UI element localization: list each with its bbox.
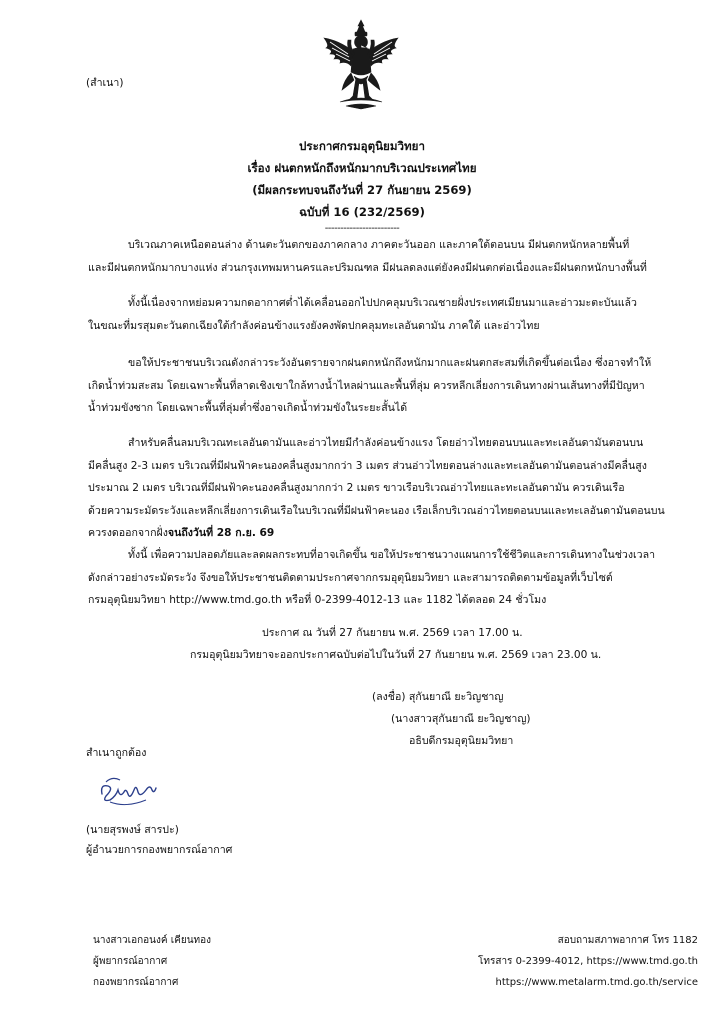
certifying-officer-name: (นายสุรพงษ์ สารปะ): [86, 824, 179, 836]
paragraph-line: ดังกล่าวอย่างระมัดระวัง จึงขอให้ประชาชนติดตามประกาศจากกรมอุตุนิยมวิทยา และสามารถติดตามข้อมูลที่เว็บไซต์: [88, 571, 613, 584]
contact-hotline: สอบถามสภาพอากาศ โทร 1182: [557, 935, 698, 946]
contact-fax-website[interactable]: โทรสาร 0-2399-4012, https://www.tmd.go.th: [478, 956, 698, 967]
footer-contact: [478, 930, 698, 993]
announcement-title: ประกาศกรมอุตุนิยมวิทยา: [299, 139, 425, 153]
footer-forecaster: [93, 930, 211, 993]
signatory-position: อธิบดีกรมอุตุนิยมวิทยา: [409, 735, 514, 747]
announcement-date: ประกาศ ณ วันที่ 27 กันยายน พ.ศ. 2569 เวลา 17.00 น.: [262, 627, 523, 639]
forecaster-title: ผู้พยากรณ์อากาศ: [93, 956, 168, 967]
signatory-name: (นางสาวสุกันยาณี ยะวิญชาญ): [391, 713, 531, 725]
handwritten-signature: [96, 770, 160, 810]
forecaster-division: กองพยากรณ์อากาศ: [93, 977, 179, 988]
paragraph-line: ด้วยความระมัดระวังและหลีกเลี่ยงการเดินเรือในบริเวณที่มีฝนฟ้าคะนอง เรือเล็กบริเวณอ่าวไทยตอนบนและทะเลอันดามันตอนบน: [88, 504, 665, 517]
effective-until-date: จนถึงวันที่ 28 ก.ย. 69: [167, 527, 275, 539]
paragraph-line-text: ควรงดออกจากฝั่ง: [88, 527, 168, 539]
paragraph-line: ทั้งนี้ เพื่อความปลอดภัยและลดผลกระทบที่อาจเกิดขึ้น ขอให้ประชาชนวางแผนการใช้ชีวิตและการเดินทางในช่วงเวลา: [128, 549, 656, 561]
paragraph-line: มีคลื่นสูง 2-3 เมตร บริเวณที่มีฝนฟ้าคะนองคลื่นสูงมากกว่า 3 เมตร ส่วนอ่าวไทยตอนล่างและทะเลอันดามันตอนล่างมีคลื่นสูง: [88, 459, 647, 472]
paragraph-1: [88, 234, 678, 279]
signatory-signed: (ลงชื่อ) สุกันยาณี ยะวิญชาญ: [372, 691, 504, 703]
forecaster-name: นางสาวเอกอนงค์ เคียนทอง: [93, 935, 212, 946]
paragraph-3: [88, 352, 678, 420]
garuda-emblem-icon: [320, 18, 402, 110]
paragraph-line: สำหรับคลื่นลมบริเวณทะเลอันดามันและอ่าวไทยมีกำลังค่อนข้างแรง โดยอ่าวไทยตอนบนและทะเลอันดามันตอนบน: [128, 437, 644, 449]
certifying-officer-position: ผู้อำนวยการกองพยากรณ์อากาศ: [86, 844, 233, 856]
paragraph-line: ประมาณ 2 เมตร บริเวณที่มีฝนฟ้าคะนองคลื่นสูงมากกว่า 2 เมตร ขาวเรือบริเวณอ่าวไทยและทะเลอันดามัน ควรเดินเรือ: [88, 482, 625, 494]
paragraph-line: ขอให้ประชาชนบริเวณดังกล่าวระวังอันตรายจากฝนตกหนักถึงหนักมากและฝนตกสะสมที่เกิดขึ้นต่อเนื่อง ซึ่งอาจทำให้: [128, 357, 652, 369]
announcement-issue-number: ฉบับที่ 16 (232/2569): [299, 205, 425, 219]
paragraph-line: เกิดน้ำท่วมสะสม โดยเฉพาะพื้นที่ลาดเชิงเขาใกล้ทางน้ำไหลผ่านและพื้นที่ลุ่ม ควรหลีกเลี่ยงการเดินทางผ่านเส้นทางที่มีปัญหา: [88, 379, 645, 392]
paragraph-4: [88, 432, 678, 545]
announcement-effective-date: (มีผลกระทบจนถึงวันที่ 27 กันยายน 2569): [252, 183, 472, 197]
announcement-subject: เรื่อง ฝนตกหนักถึงหนักมากบริเวณประเทศไทย: [247, 161, 477, 175]
contact-service-link[interactable]: https://www.metalarm.tmd.go.th/service: [495, 977, 698, 988]
copy-mark: (สำเนา): [86, 77, 124, 89]
paragraph-line: และมีฝนตกหนักมากบางแห่ง ส่วนกรุงเทพมหานครและปริมณฑล มีฝนลดลงแต่ยังคงมีฝนตกต่อเนื่องและมีฝนตกหนักบางพื้นที่: [88, 261, 647, 274]
paragraph-line: น้ำท่วมขังซาก โดยเฉพาะพื้นที่ลุ่มต่ำซึ่งอาจเกิดน้ำท่วมขังในระยะสั้นได้: [88, 402, 408, 414]
certifying-officer: [86, 820, 232, 860]
paragraph-line: ในขณะที่มรสุมตะวันตกเฉียงใต้กำลังค่อนข้างแรงยังคงพัดปกคลุมทะเลอันดามัน ภาคใต้ และอ่าวไทย: [88, 319, 540, 332]
paragraph-5: [88, 544, 678, 612]
paragraph-line: ทั้งนี้เนื่องจากหย่อมความกดอากาศต่ำได้เคลื่อนออกไปปกคลุมบริเวณชายฝั่งประเทศเมียนมาและอ่าวมะตะบันแล้ว: [128, 297, 637, 309]
title-divider: ------------------------: [324, 223, 400, 234]
paragraph-line: [88, 522, 678, 545]
certified-copy-label: สำเนาถูกต้อง: [86, 747, 147, 759]
next-announcement: กรมอุตุนิยมวิทยาจะออกประกาศฉบับต่อไปในวันที่ 27 กันยายน พ.ศ. 2569 เวลา 23.00 น.: [190, 649, 602, 661]
paragraph-line: บริเวณภาคเหนือตอนล่าง ด้านตะวันตกของภาคกลาง ภาคตะวันออก และภาคใต้ตอนบน มีฝนตกหนักหลายพื้นที่: [128, 239, 630, 251]
title-block: [0, 135, 724, 237]
paragraph-2: [88, 292, 678, 337]
paragraph-line: กรมอุตุนิยมวิทยา http://www.tmd.go.th หรือที่ 0-2399-4012-13 และ 1182 ได้ตลอด 24 ชั่วโมง: [88, 594, 547, 606]
